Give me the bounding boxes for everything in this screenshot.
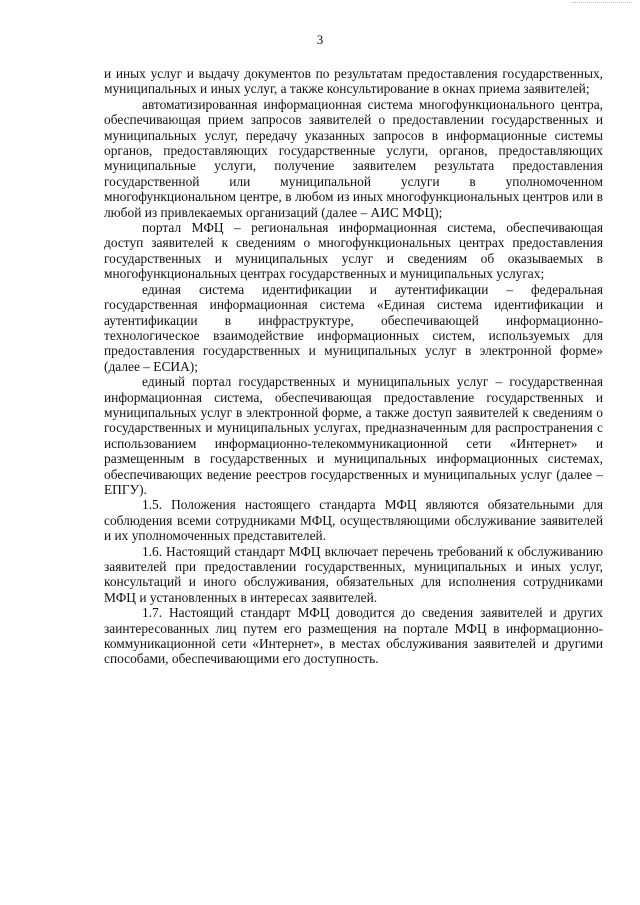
page-number: 3 bbox=[316, 32, 324, 47]
paragraph-portal-mfc: портал МФЦ – региональная информационная система, обеспечивающая доступ заявителей к сведениям о многофункциональных центрах предоставления государственных и муниципальных услуг и сведениям об оказываемых в многофункциональных центрах государственных и муниципальных услугах; bbox=[104, 220, 603, 282]
paragraph-esia: единая система идентификации и аутентификации – федеральная государственная информационная система «Единая система идентификации и аутентификации в инфраструктуре, обеспечивающей информационно-технологическое взаимодействие информационных систем, используемых для предоставления государственных и муниципальных услуг в электронной форме» (далее – ЕСИА); bbox=[104, 281, 603, 374]
paragraph-continuation: и иных услуг и выдачу документов по результатам предоставления государственных, муниципальных и иных услуг, а также консультирование в окнах приема заявителей; bbox=[104, 66, 603, 97]
paragraph-epgu: единый портал государственных и муниципальных услуг – государственная информационная система, обеспечивающая предоставление государственных и муниципальных услуг в электронной форме, а также доступ заявителей к сведениям о государственных и муниципальных услугах, предназначенным для распространения с использованием информационно-телекоммуникационной сети «Интернет» и размещенным в государственных и муниципальных информационных системах, обеспечивающих ведение реестров государственных и муниципальных услуг (далее – ЕПГУ). bbox=[104, 374, 603, 497]
scan-artifact bbox=[572, 2, 632, 5]
paragraph-1-6: 1.6. Настоящий стандарт МФЦ включает перечень требований к обслуживанию заявителей при предоставлении государственных, муниципальных и иных услуг, консультаций и иного обслуживания, обязательных для исполнения сотрудниками МФЦ и установленных в интересах заявителей. bbox=[104, 543, 603, 605]
document-body bbox=[104, 66, 603, 667]
paragraph-1-7: 1.7. Настоящий стандарт МФЦ доводится до сведения заявителей и других заинтересованных лиц путем его размещения на портале МФЦ в информационно-коммуникационной сети «Интернет», в местах обслуживания заявителей и другими способами, обеспечивающими его доступность. bbox=[104, 605, 603, 667]
paragraph-ais-mfc: автоматизированная информационная система многофункционального центра, обеспечивающая прием запросов заявителей о предоставлении государственных и муниципальных услуг, передачу указанных запросов в информационные системы органов, предоставляющих государственные услуги, органов, предоставляющих муниципальные услуги, получение заявителем результата предоставления государственной или муниципальной услуги в уполномоченном многофункциональном центре, в любом из иных многофункциональных центров или в любой из привлекаемых организаций (далее – АИС МФЦ); bbox=[104, 96, 603, 220]
paragraph-1-5: 1.5. Положения настоящего стандарта МФЦ являются обязательными для соблюдения всеми сотрудниками МФЦ, осуществляющими обслуживание заявителей и их уполномоченных представителей. bbox=[104, 497, 603, 544]
